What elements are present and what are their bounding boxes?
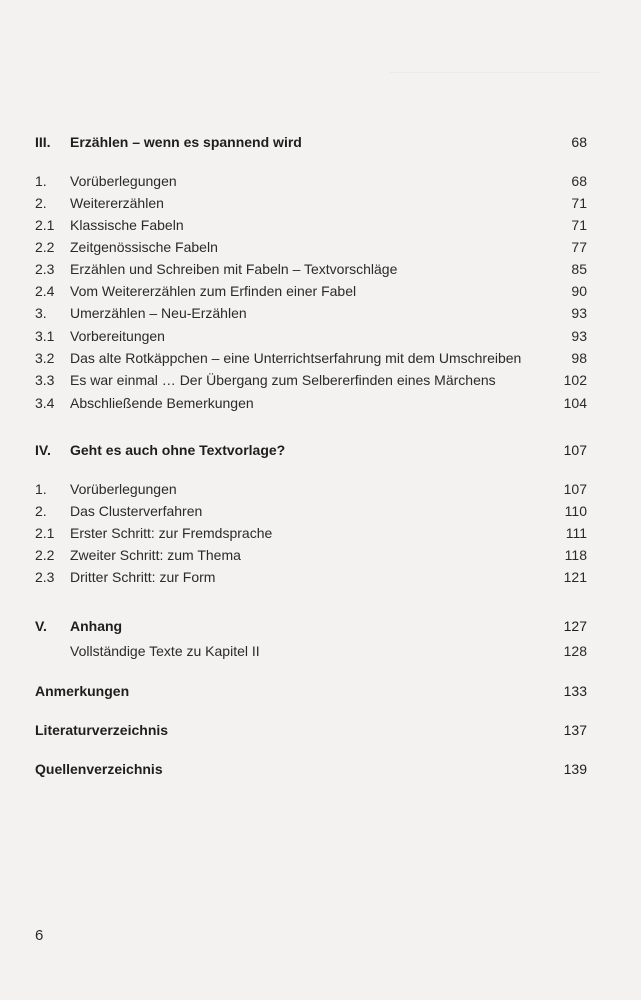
entry-page: 102 — [563, 372, 587, 388]
entry-page: 71 — [571, 217, 587, 233]
entry-number: 2.2 — [35, 239, 55, 255]
toc-entry — [35, 393, 587, 413]
back-matter-heading — [35, 759, 587, 779]
toc-entry — [35, 215, 587, 235]
entry-title: Umerzählen – Neu-Erzählen — [70, 305, 247, 321]
entry-page: 68 — [571, 173, 587, 189]
entry-number: 3. — [35, 305, 47, 321]
entry-page: 107 — [563, 481, 587, 497]
entry-page: 85 — [571, 261, 587, 277]
toc-entry — [35, 567, 587, 587]
entry-title: Literaturverzeichnis — [35, 722, 169, 738]
toc-entry — [35, 479, 587, 499]
toc-entry — [35, 370, 587, 390]
entry-page: 98 — [571, 350, 587, 366]
entry-number: 2.3 — [35, 569, 55, 585]
back-matter-heading — [35, 681, 587, 701]
entry-title: Erster Schritt: zur Fremdsprache — [70, 525, 273, 541]
entry-page: 107 — [563, 442, 587, 458]
toc-entry — [35, 303, 587, 323]
entry-page: 93 — [571, 305, 587, 321]
toc-entry — [35, 523, 587, 543]
entry-number: 3.3 — [35, 372, 55, 388]
entry-title: Dritter Schritt: zur Form — [70, 569, 216, 585]
entry-title: Anhang — [70, 618, 123, 634]
toc-entry — [35, 193, 587, 213]
chapter-heading — [35, 440, 587, 460]
entry-number: III. — [35, 134, 51, 150]
toc-entry — [35, 281, 587, 301]
entry-number: V. — [35, 618, 47, 634]
entry-page: 68 — [571, 134, 587, 150]
entry-number: 1. — [35, 481, 47, 497]
entry-title: Quellenverzeichnis — [35, 761, 163, 777]
entry-page: 110 — [564, 503, 587, 519]
toc-entry — [35, 545, 587, 565]
entry-page: 111 — [565, 525, 587, 541]
entry-title: Klassische Fabeln — [70, 217, 184, 233]
entry-title: Abschließende Bemerkungen — [70, 395, 254, 411]
toc-entry — [35, 348, 587, 368]
entry-title: Zweiter Schritt: zum Thema — [70, 547, 241, 563]
entry-number: 3.4 — [35, 395, 55, 411]
entry-title: Geht es auch ohne Textvorlage? — [70, 442, 286, 458]
entry-page: 139 — [563, 761, 587, 777]
entry-page: 121 — [563, 569, 587, 585]
entry-number: 2. — [35, 195, 47, 211]
entry-page: 137 — [563, 722, 587, 738]
toc-entry — [35, 326, 587, 346]
entry-title: Vollständige Texte zu Kapitel II — [70, 643, 260, 659]
toc-entry — [35, 501, 587, 521]
entry-page: 127 — [563, 618, 587, 634]
entry-page: 118 — [564, 547, 587, 563]
toc-entry — [35, 641, 587, 661]
entry-title: Vom Weitererzählen zum Erfinden einer Fabel — [70, 283, 357, 299]
entry-title: Vorüberlegungen — [70, 173, 177, 189]
chapter-heading — [35, 616, 587, 636]
entry-number: 2.1 — [35, 217, 55, 233]
entry-title: Vorbereitungen — [70, 328, 165, 344]
entry-page: 71 — [571, 195, 587, 211]
back-matter-heading — [35, 720, 587, 740]
entry-number: 2.2 — [35, 547, 55, 563]
chapter-heading — [35, 132, 587, 152]
entry-number: 3.1 — [35, 328, 55, 344]
entry-title: Erzählen und Schreiben mit Fabeln – Textvorschläge — [70, 261, 398, 277]
entry-title: Das alte Rotkäppchen – eine Unterrichtserfahrung mit dem Umschreiben — [70, 350, 522, 366]
toc-entry — [35, 171, 587, 191]
entry-number: 3.2 — [35, 350, 55, 366]
entry-number: 1. — [35, 173, 47, 189]
entry-number: 2.4 — [35, 283, 55, 299]
entry-title: Es war einmal … Der Übergang zum Selbererfinden eines Märchens — [70, 372, 496, 388]
entry-number: IV. — [35, 442, 51, 458]
entry-title: Anmerkungen — [35, 683, 130, 699]
entry-title: Erzählen – wenn es spannend wird — [70, 134, 302, 150]
bleed-through-mark — [390, 62, 600, 73]
toc-entry — [35, 259, 587, 279]
entry-title: Zeitgenössische Fabeln — [70, 239, 218, 255]
entry-page: 93 — [571, 328, 587, 344]
entry-number: 2.3 — [35, 261, 55, 277]
entry-page: 133 — [563, 683, 587, 699]
entry-number: 2. — [35, 503, 47, 519]
toc-entry — [35, 237, 587, 257]
entry-page: 90 — [571, 283, 587, 299]
entry-title: Das Clusterverfahren — [70, 503, 203, 519]
entry-title: Vorüberlegungen — [70, 481, 177, 497]
entry-number: 2.1 — [35, 525, 55, 541]
entry-page: 104 — [563, 395, 587, 411]
entry-page: 77 — [571, 239, 587, 255]
entry-page: 128 — [563, 643, 587, 659]
page-number: 6 — [35, 927, 44, 944]
entry-title: Weitererzählen — [70, 195, 164, 211]
